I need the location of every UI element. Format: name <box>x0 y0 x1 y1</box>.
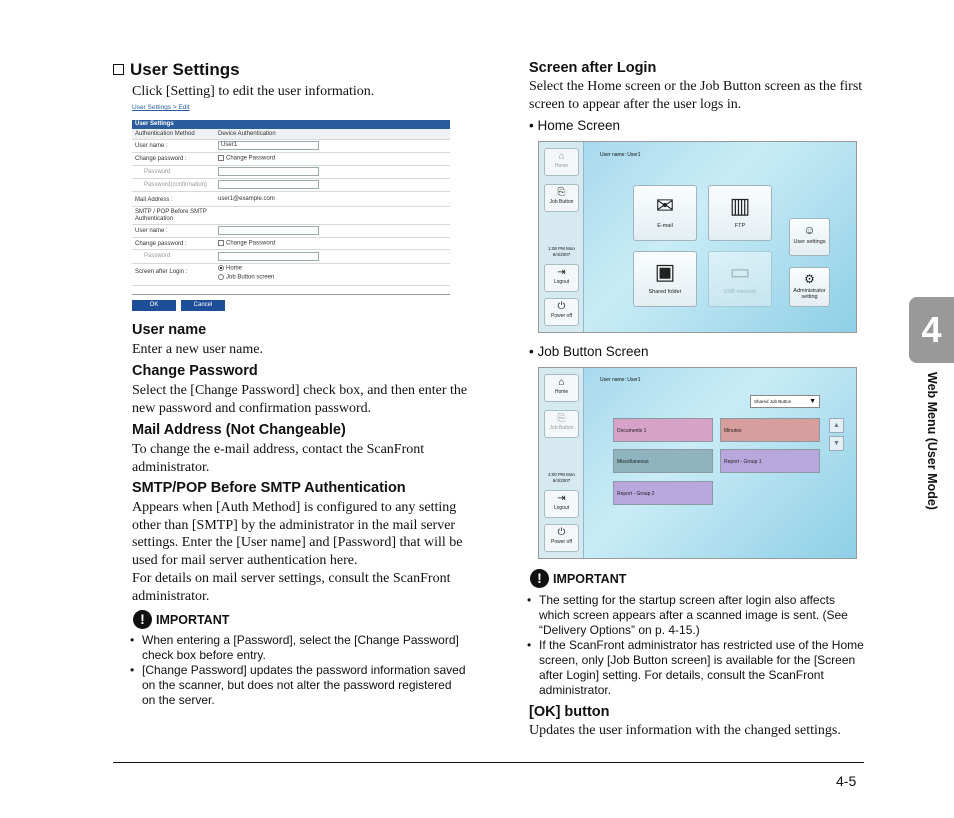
clock-date: 6/4/2007 <box>552 478 571 483</box>
radio-job-button-label: Job Button screen <box>226 274 275 281</box>
chapter-label: Web Menu (User Mode) <box>925 372 939 510</box>
logout-icon: ⇥ <box>557 267 566 278</box>
bullet-home-screen: • Home Screen <box>529 118 621 133</box>
list-item: • The setting for the startup screen after login also affects which screen appears after a scanned image is sent. (See “Delivery Options” on p. 4-15.) <box>527 593 867 638</box>
change-password-text: Change Password <box>226 155 276 162</box>
heading-user-name: User name <box>132 322 207 338</box>
side-job-button[interactable]: ⎘ Job Button <box>544 410 579 438</box>
heading-mail-address: Mail Address (Not Changeable) <box>132 422 346 438</box>
auth-label: Authentication Method <box>135 131 195 137</box>
text-smtp: Appears when [Auth Method] is configured to any setting other than [SMTP] by the administrator in the mail server settings. Enter the [User name] and [Password] that will be used for mail server authentication here. <box>132 500 463 568</box>
checkbox-bullet-icon <box>113 64 124 75</box>
ftp-icon: ▥ <box>729 193 751 218</box>
user-settings-form-screenshot <box>132 104 450 314</box>
change-password-label: Change password : <box>135 156 187 162</box>
smtp-change-password-text: Change Password <box>226 240 276 247</box>
list-item: • If the ScanFront administrator has restricted use of the Home screen, only [Job Button screen] is available for the [Screen after Login] setting. For details, consult the ScanFront administrator. <box>527 638 867 698</box>
radio-home-label: Home <box>226 265 243 272</box>
chevron-down-icon: ▼ <box>809 398 816 405</box>
power-icon: ⏻ <box>557 301 566 312</box>
text-user-name: Enter a new user name. <box>132 342 263 357</box>
admin-setting-tile[interactable]: ⚙ Administrator setting <box>789 267 830 307</box>
mail-label: Mail Address : <box>135 197 173 203</box>
cancel-button[interactable]: Cancel <box>181 300 225 311</box>
usb-icon: ▭ <box>729 259 751 284</box>
bullet-job-button-screen: • Job Button Screen <box>529 344 649 359</box>
email-tile[interactable]: ✉ E-mail <box>633 185 697 241</box>
smtp-password-label: Password <box>144 253 171 259</box>
ftp-tile[interactable]: ▥ FTP <box>708 185 772 241</box>
password-confirm-input[interactable] <box>218 180 319 189</box>
smtp-label: SMTP / POP Before SMTP Authentication <box>135 209 207 222</box>
home-user-name: User name: User1 <box>600 152 641 158</box>
radio-job-button[interactable] <box>218 274 224 280</box>
power-off-button[interactable]: ⏻ Power off <box>544 524 579 552</box>
username-input[interactable]: User1 <box>218 141 319 150</box>
important-icon: ! <box>530 569 549 588</box>
text-change-password: Select the [Change Password] check box, and then enter the new password and confirmation password. <box>132 383 468 416</box>
side-home-button[interactable]: ⌂ Home <box>544 148 579 176</box>
username-label: User name : <box>135 143 168 149</box>
auth-value: Device Authentication <box>218 131 276 137</box>
smtp-username-label: User name : <box>135 228 168 234</box>
important-icon: ! <box>133 610 152 629</box>
side-home-button[interactable]: ⌂ Home <box>544 374 579 402</box>
job-button-1[interactable]: Documents 1 <box>613 418 713 442</box>
ok-button[interactable]: OK <box>132 300 176 311</box>
scroll-down-button[interactable] <box>829 436 844 451</box>
clock-time: 4:00 PM Mon <box>548 472 575 477</box>
heading-smtp: SMTP/POP Before SMTP Authentication <box>132 480 406 496</box>
form-breadcrumb[interactable]: User Settings > Edit <box>132 104 190 111</box>
chapter-tab: 4 <box>909 297 954 363</box>
job-button-3[interactable]: Miscellaneous <box>613 449 713 473</box>
job-button-screen-screenshot <box>538 367 857 559</box>
logout-button[interactable]: ⇥ Logout <box>544 490 579 518</box>
home-icon: ⌂ <box>558 151 565 162</box>
logout-icon: ⇥ <box>557 493 566 504</box>
side-job-button[interactable]: ⎘ Job Button <box>544 184 579 212</box>
job-group-dropdown[interactable]: Shared Job Button ▼ <box>750 395 820 408</box>
screen-after-login-label: Screen after Login : <box>135 269 188 275</box>
user-settings-tile[interactable]: ☺ User settings <box>789 218 830 256</box>
home-icon: ⌂ <box>558 377 565 388</box>
page-number: 4-5 <box>836 773 857 789</box>
important-left: ! IMPORTANT <box>133 610 229 629</box>
text-smtp-details: For details on mail server settings, consult the ScanFront administrator. <box>132 571 451 604</box>
footer-rule <box>113 762 864 763</box>
home-screen-screenshot <box>538 141 857 333</box>
usb-memory-tile[interactable]: ▭ USB memory <box>708 251 772 307</box>
shared-folder-tile[interactable]: ▣ Shared folder <box>633 251 697 307</box>
radio-home[interactable] <box>218 265 224 271</box>
job-button-icon: ⎘ <box>557 187 566 198</box>
intro-text: Click [Setting] to edit the user information. <box>132 84 375 99</box>
mail-value: user1@example.com <box>218 196 275 202</box>
job-button-4[interactable]: Report - Group 1 <box>720 449 820 473</box>
chevron-up-icon: ▲ <box>833 421 840 429</box>
list-item: • [Change Password] updates the password information saved on the scanner, but does not alter the password registered on the server. <box>130 663 466 708</box>
important-right-list <box>527 593 867 698</box>
job-button-5[interactable]: Report - Group 2 <box>613 481 713 505</box>
text-screen-after-login: Select the Home screen or the Job Button screen as the first screen to appear after the user logs in. <box>529 79 863 112</box>
scroll-up-button[interactable] <box>829 418 844 433</box>
section-title: User Settings <box>113 60 240 80</box>
logout-button[interactable]: ⇥ Logout <box>544 264 579 292</box>
clock-time: 1:08 PM Mon <box>548 246 575 251</box>
heading-ok-button: [OK] button <box>529 704 610 720</box>
job-button-2[interactable]: Minutes <box>720 418 820 442</box>
user-settings-icon: ☺ <box>803 223 816 237</box>
power-icon: ⏻ <box>557 527 566 538</box>
list-item: • When entering a [Password], select the [Change Password] check box before entry. <box>130 633 466 663</box>
smtp-password-input[interactable] <box>218 252 319 261</box>
job-user-name: User name: User1 <box>600 377 641 383</box>
heading-change-password: Change Password <box>132 363 258 379</box>
text-mail-address: To change the e-mail address, contact the ScanFront administrator. <box>132 442 425 475</box>
shared-folder-icon: ▣ <box>654 259 676 284</box>
password-label: Password <box>144 169 171 175</box>
password-input[interactable] <box>218 167 319 176</box>
important-right: ! IMPORTANT <box>530 569 626 588</box>
password-confirm-label: Password(confirmation) <box>144 182 208 188</box>
admin-setting-icon: ⚙ <box>804 272 815 286</box>
text-ok-button: Updates the user information with the changed settings. <box>529 723 841 738</box>
smtp-username-input[interactable] <box>218 226 319 235</box>
clock-date: 6/4/2007 <box>552 252 571 257</box>
chevron-down-icon: ▼ <box>833 439 840 447</box>
email-icon: ✉ <box>655 193 675 218</box>
change-password-checkbox[interactable] <box>218 155 224 161</box>
form-header: User Settings <box>132 120 450 129</box>
heading-screen-after-login: Screen after Login <box>529 60 657 76</box>
job-button-icon: ⎘ <box>557 413 566 424</box>
smtp-change-password-label: Change password : <box>135 241 187 247</box>
important-left-list <box>130 633 466 708</box>
power-off-button[interactable]: ⏻ Power off <box>544 298 579 326</box>
smtp-change-password-checkbox[interactable] <box>218 240 224 246</box>
